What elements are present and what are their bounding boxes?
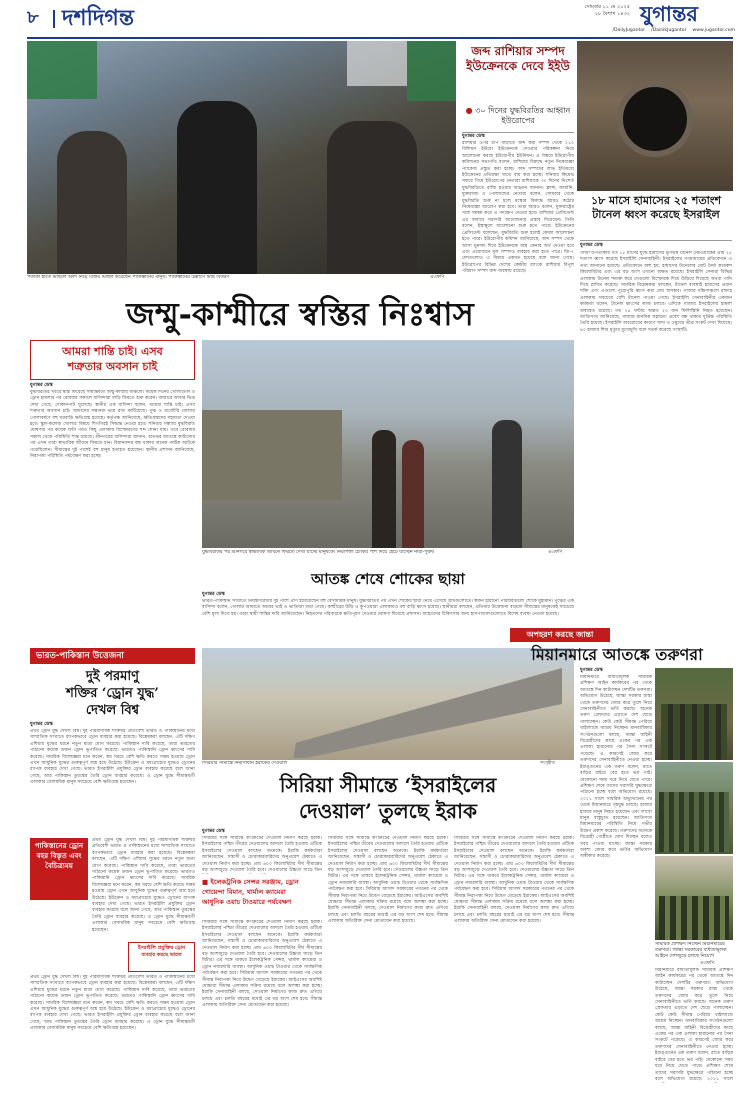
myanmar-photo-credit: এএফপি <box>700 961 715 966</box>
myanmar-photo-3 <box>655 856 733 940</box>
srinagar-photo-credit: এএফপি <box>548 550 563 555</box>
red-square-icon: ■ <box>202 878 211 886</box>
bullet-icon: ● <box>465 106 476 115</box>
walking-figure <box>372 430 396 548</box>
highlight-line-text: ইলেকট্রনিক সেন্সর সরঞ্জাম, ড্রোন <box>210 878 299 886</box>
page-header <box>0 0 751 40</box>
syria-photo-credit: সংগৃহীত <box>540 761 555 766</box>
top-photo-credit: এএফপি <box>430 275 445 280</box>
drone-callout-text: পাকিস্তানের ড্রোন বহর বিস্তৃত এবং বৈচিত্র্যময় <box>34 841 84 870</box>
kashmir-sub-body: ভারত-পাকিস্তান সংঘাতে নিয়ন্ত্রণরেখার দুই পাশে প্রাণ হারিয়েছেন বহু বেসামরিক মানুষ। যুদ্ধবিরতির পর এখন শোকের ছায়া নেমে এসেছে গ্রামগুলোতে। স্বজন হারানো পরিবারগুলো শোকে মুহ্যমান। পুঞ্চের এক বাসিন্দা বলেন, গোলার আঘাতে আমার ভাই ও ভাতিজা মারা গেছে। কাশ্মীরের উড়ি ও কুপওয়ারা এলাকায়ও বহু বাড়ি ধ্বংস হয়েছে। স্থানীয়রা বলছেন, প্রতিবার উত্তেজনা বাড়লে সীমান্তের মানুষকেই সবচেয়ে বেশি মূল্য দিতে হয়। তারা স্থায়ী শান্তির দাবি জানিয়েছেন। নিহতদের পরিবারকে ক্ষতিপূরণ দেওয়ার ঘোষণা দিয়েছে প্রশাসন। আহতদের চিকিৎসার জন্য হাসপাতালগুলোতে বিশেষ ব্যবস্থা নেওয়া হয়েছে। <box>202 599 574 617</box>
myanmar-body-bottom: মিয়ানমারে বাধ্যতামূলক সামরিক প্রশিক্ষণ আইন কার্যকরের পর থেকে আতঙ্কে দিন কাটাচ্ছেন দেশটির তরুণরা। অভিযোগ উঠেছে, জান্তা সরকার রাস্তা থেকে তরুণদের জোর করে তুলে নিয়ে সেনাবাহিনীতে ভর্তি করছে। অনেক তরুণ গ্রেফতার এড়াতে দেশ ছেড়ে পালাচ্ছেন। কেউ কেউ সীমান্ত পেরিয়ে থাইল্যান্ডে আশ্রয় নিচ্ছেন। মানবাধিকার সংগঠনগুলো বলছে, জান্তা বাহিনী বিদ্রোহীদের কাছে একের পর এক এলাকা হারানোর পর সৈন্য সংকটে পড়েছে। এ কারণেই জোর করে তরুণদের সেনাবাহিনীতে নেওয়া হচ্ছে। ইয়াঙ্গুনের এক তরুণ বলেন, রাতে বাড়ির বাইরে বের হতে ভয় পাই। যেকোনো সময় ধরে নিয়ে যেতে পারে। প্রশিক্ষণ শেষে তাদের সরাসরি যুদ্ধক্ষেত্রে পাঠানো হচ্ছে বলে অভিযোগ রয়েছে। ২০২১ সালে <box>655 968 733 1082</box>
kashmir-body: যুদ্ধবিরতির খবরে স্বস্তি ফিরেছে সীমান্তবর্তী জম্মু-কাশ্মীর অঞ্চলে। কয়েক দিনের গোলাগুলি ও ড্রোন হামলার পর রোববার সকালে বাসিন্দারা বাড়ি ফিরতে শুরু করেন। বাজারে আবার ভিড় দেখা গেছে, দোকানপাট খুলেছে। স্থানীয় এক বাসিন্দা বলেন, আমরা শান্তি চাই। এসব শত্রুতার অবসান চাই। আমাদের সন্তানরা ভয়ে রাত কাটিয়েছে। পুঞ্চ ও রাজৌরি জেলায় গোলাবর্ষণে বহু ঘরবাড়ি ক্ষতিগ্রস্ত হয়েছে। কর্তৃপক্ষ জানিয়েছে, ক্ষতিগ্রস্তদের সহায়তা দেওয়া হবে। স্কুল-কলেজ খোলার বিষয়ে শিগগিরই সিদ্ধান্ত নেওয়া হবে। শনিবার সন্ধ্যায় যুদ্ধবিরতি ঘোষণার পর কয়েক ঘণ্টা পরও কিছু এলাকায় বিস্ফোরণের শব্দ শোনা যায়। তবে রোববার সকাল থেকে পরিস্থিতি শান্ত রয়েছে। শ্রীনগরের বাসিন্দারা জানান, রাতভর আতঙ্কে কাটানোর পর এখন তারা স্বাভাবিক জীবনে ফিরতে চান। বিমানবন্দর বন্ধ থাকায় অনেক পর্যটক আটকে পড়েছিলেন। সীমান্তের দুই পাশেই বহু মানুষ হতাহত হয়েছেন। স্থানীয় প্রশাসন জানিয়েছে, নিরাপত্তা পরিস্থিতি পর্যবেক্ষণ করা হচ্ছে। <box>30 390 195 460</box>
flag-shape <box>407 41 456 101</box>
drone-headline-line: দুই পরমাণু <box>86 669 139 684</box>
rally-photo <box>27 41 456 274</box>
kicker-line: শত্রুতার অবসান চাই <box>67 360 158 373</box>
drone-body-top: প্রথম ড্রোন যুদ্ধ দেখল বিশ্ব। দুই পারমাণবিক শক্তিধর প্রতিবেশী ভারত ও পাকিস্তানের মধ্যে সাম্প্রতিক সংঘাতে ব্যাপকভাবে ড্রোন ব্যবহার করা হয়েছে। বিশ্লেষকরা বলছেন, এটি দক্ষিণ এশিয়ার যুদ্ধের ধরনে নতুন মাত্রা যোগ করেছে। পাকিস্তান দাবি করেছে, তারা ভারতের পাঠানো কয়েক ডজন ড্রোন ভূপাতিত করেছে। ভারতও পাকিস্তানি ড্রোন ধ্বংসের দাবি করেছে। সামরিক বিশেষজ্ঞরা মনে করেন, কম খরচে বেশি ক্ষতি করতে সক্ষম হওয়ায় ড্রোন এখন আধুনিক যুদ্ধের গুরুত্বপূর্ণ অস্ত্র হয়ে উঠেছে। ইউক্রেন ও মধ্যপ্রাচ্যের যুদ্ধেও ড্রোনের ব্যাপক ব্যবহার দেখা গেছে। ভারত ইসরাইলি প্রযুক্তির ড্রোন ব্যবহার করেছে বলে জানা গেছে, আর পাকিস্তান তুরস্কের তৈরি ড্রোন ব্যবহার করেছে। এ ড্রোন যুদ্ধে সীমান্তবর্তী এলাকার বেসামরিক মানুষ সবচেয়ে বেশি ক্ষতিগ্রস্ত হয়েছেন। <box>30 729 195 786</box>
highlight-line <box>202 877 322 887</box>
myanmar-photo-1 <box>655 668 733 760</box>
website-link[interactable]: www.jugantor.com <box>692 28 735 33</box>
srinagar-photo-caption: যুদ্ধবিরতির পর শ্রীনগরে স্বাভাবিক জীবনে ফিরতে দেখা যাচ্ছে মানুষকে। নিরাপত্তা চৌকির পাশ দিয়ে হেঁটে যাচ্ছেন নারী-পুরুষ <box>202 550 434 555</box>
drone-byline: যুগান্তর ডেস্ক <box>30 722 53 727</box>
kashmir-sub-byline: যুগান্তর ডেস্ক <box>202 592 225 597</box>
wall-shape <box>242 668 562 758</box>
drone-body-bottom: প্রথম ড্রোন যুদ্ধ দেখল বিশ্ব। দুই পারমাণবিক শক্তিধর প্রতিবেশী ভারত ও পাকিস্তানের মধ্যে সাম্প্রতিক সংঘাতে ব্যাপকভাবে ড্রোন ব্যবহার করা হয়েছে। বিশ্লেষকরা বলছেন, এটি দক্ষিণ এশিয়ার যুদ্ধের ধরনে নতুন মাত্রা যোগ করেছে। পাকিস্তান দাবি করেছে, তারা ভারতের পাঠানো কয়েক ডজন ড্রোন ভূপাতিত করেছে। ভারতও পাকিস্তানি ড্রোন ধ্বংসের দাবি করেছে। সামরিক বিশেষজ্ঞরা মনে করেন, কম খরচে বেশি ক্ষতি করতে সক্ষম হওয়ায় ড্রোন এখন আধুনিক যুদ্ধের গুরুত্বপূর্ণ অস্ত্র হয়ে উঠেছে। ইউক্রেন ও মধ্যপ্রাচ্যের যুদ্ধেও ড্রোনের ব্যাপক ব্যবহার দেখা গেছে। ভারত ইসরাইলি প্রযুক্তির ড্রোন ব্যবহার করেছে বলে জানা গেছে, আর পাকিস্তান তুরস্কের তৈরি ড্রোন ব্যবহার করেছে। এ ড্রোন যুদ্ধে সীমান্তবর্তী এলাকার বেসামরিক মানুষ সবচেয়ে বেশি ক্ষতিগ্রস্ত হয়েছেন। <box>30 975 195 1032</box>
drone-headline-line: শক্তির ‘ড্রোন যুদ্ধ’ <box>66 686 159 701</box>
kashmir-kicker <box>30 340 195 380</box>
page-number: ৮ <box>27 7 39 28</box>
date-line: সোমবার ১১ মে ২০২৫ <box>584 4 630 10</box>
syria-highlight <box>202 877 322 917</box>
syria-byline: যুগান্তর ডেস্ক <box>202 829 225 834</box>
twitter-handle[interactable]: /DainikJugantor <box>651 28 687 33</box>
syria-headline <box>202 772 574 824</box>
drone-tag-text: ভারত-পাকিস্তান উত্তেজনা <box>36 651 124 661</box>
social-row <box>555 28 735 34</box>
drone-body-side: প্রথম ড্রোন যুদ্ধ দেখল বিশ্ব। দুই পারমাণবিক শক্তিধর প্রতিবেশী ভারত ও পাকিস্তানের মধ্যে সাম্প্রতিক সংঘাতে ব্যাপকভাবে ড্রোন ব্যবহার করা হয়েছে। বিশ্লেষকরা বলছেন, এটি দক্ষিণ এশিয়ার যুদ্ধের ধরনে নতুন মাত্রা যোগ করেছে। পাকিস্তান দাবি করেছে, তারা ভারতের পাঠানো কয়েক ডজন ড্রোন ভূপাতিত করেছে। ভারতও পাকিস্তানি ড্রোন ধ্বংসের দাবি করেছে। সামরিক বিশেষজ্ঞরা মনে করেন, কম খরচে বেশি ক্ষতি করতে সক্ষম হওয়ায় ড্রোন এখন আধুনিক যুদ্ধের গুরুত্বপূর্ণ অস্ত্র হয়ে উঠেছে। ইউক্রেন ও মধ্যপ্রাচ্যের যুদ্ধেও ড্রোনের ব্যাপক ব্যবহার দেখা গেছে। ভারত ইসরাইলি প্রযুক্তির ড্রোন ব্যবহার করেছে বলে জানা গেছে, আর পাকিস্তান তুরস্কের তৈরি ড্রোন ব্যবহার করেছে। এ ড্রোন যুদ্ধে সীমান্তবর্তী এলাকার বেসামরিক মানুষ সবচেয়ে বেশি ক্ষতিগ্রস্ত হয়েছেন। <box>92 838 195 933</box>
facebook-handle[interactable]: /DailyJugantor <box>612 28 646 33</box>
header-rule <box>27 37 733 39</box>
header-right <box>560 4 630 18</box>
drone-subbox <box>128 942 195 972</box>
myanmar-photo-2 <box>655 762 733 854</box>
bunker-shape <box>202 410 342 500</box>
russia-body: রাশিয়ার ওপর চাপ বাড়াতে জব্দ করা সম্পদ থেকে ২১০ বিলিয়ন ইউরো ইউক্রেনকে দেওয়ার পরিকল্পনা নিয়ে আলোচনা করছে ইউরোপীয় ইউনিয়ন। এ বিষয়ে ইউরোপীয় কমিশনের সভাপতি বলেন, রাশিয়ার বিরুদ্ধে নতুন নিষেধাজ্ঞা প্যাকেজ প্রস্তুত করা হচ্ছে। জব্দ সম্পদের লাভ ইতিমধ্যে ইউক্রেনের প্রতিরক্ষা খাতে ব্যয় করা হচ্ছে। শনিবার কিয়েভ সফরে গিয়ে ইউরোপের নেতারা রাশিয়াকে ৩০ দিনের নিঃশর্ত যুদ্ধবিরতিতে রাজি হওয়ার আহ্বান জানান। ফ্রান্স, জার্মানি, যুক্তরাজ্য ও পোল্যান্ডের নেতারা বলেন, সোমবার থেকে যুদ্ধবিরতি শুরু না হলে মস্কোর বিরুদ্ধে আরও কঠোর নিষেধাজ্ঞা আরোপ করা হবে। তারা আরও বলেন, যুক্তরাষ্ট্রের সঙ্গে সমন্বয় করে এ পদক্ষেপ নেওয়া হবে। রাশিয়ার প্রেসিডেন্ট এর জবাবে সরাসরি আলোচনার প্রস্তাব দিয়েছেন। তিনি বলেন, ইস্তাম্বুলে আলোচনা শুরু হতে পারে। ইউক্রেনের প্রেসিডেন্ট বলেছেন, যুদ্ধবিরতি শুরু হলেই কেবল আলোচনা হতে পারে। ইউরোপীয় কমিশন জানিয়েছে, জব্দ সম্পদ থেকে আসা মুনাফা দিয়ে ইউক্রেনকে অস্ত্র কেনার অর্থ দেওয়া হবে এবং প্রয়োজনে মূল সম্পদও ব্যবহার করা হতে পারে। জি-৭ দেশগুলোও এ বিষয়ে একমত হয়েছে বলে জানা গেছে। ইউরোপের বিভিন্ন দেশের কেন্দ্রীয় ব্যাংকে রাশিয়ার বিপুল পরিমাণ সম্পদ জব্দ অবস্থায় রয়েছে। <box>462 141 574 275</box>
date-line-bangla: ২৮ বৈশাখ ১৪৩২ <box>594 11 630 17</box>
tunnel-photo <box>577 41 733 191</box>
myanmar-kicker <box>510 628 610 642</box>
walking-figure <box>402 440 424 548</box>
tunnel-rule <box>580 240 732 241</box>
soldier-group <box>659 792 729 852</box>
walking-figure <box>492 420 522 548</box>
crowd-figure <box>327 121 417 274</box>
kashmir-byline: যুগান্তর ডেস্ক <box>30 383 53 388</box>
russia-headline: জব্দ রাশিয়ার সম্পদ ইউক্রেনকে দেবে ইইউ <box>466 44 570 73</box>
crowd-figure <box>57 131 127 274</box>
top-photo-caption: পতাকা হাতে মিছিলে অংশ নিয়ে বিজয় মিছিল করেছেন পাকিস্তানের মানুষ। পাকিস্তানের উল্লাসে মিষ্টি বিতরণ <box>27 275 230 280</box>
russia-subhead-text: ৩০ দিনের যুদ্ধবিরতির আহ্বান ইউরোপের <box>475 106 571 125</box>
myanmar-headline: মিয়ানমারে আতঙ্কে তরুণরা <box>531 645 703 664</box>
syria-photo-caption: সিরিয়ার সীমান্তে নির্মাণাধীন ইরাকের দেওয়াল <box>202 761 288 766</box>
myanmar-photo-caption: সামরিক প্রশিক্ষণ নিচ্ছেন মিয়ানমারের তরুণরা। জান্তা সরকারের বাধ্যতামূলক আইনে দেশজুড়ে চলছে নিয়োগ <box>655 942 727 959</box>
crowd-figure <box>177 101 257 274</box>
syria-body-col1b: সিরিয়ার সঙ্গে সীমান্তে কংক্রিটের দেওয়াল নির্মাণ করছে ইরাক। ইসরাইলের পশ্চিম তীরের দেওয়ালের আদলে তৈরি হওয়ায় এটিকে ইসরাইলের দেওয়াল বলছেন অনেকে। ইরাকি কর্মকর্তারা জানিয়েছেন, সন্ত্রাসী ও চোরাকারবারিদের অনুপ্রবেশ ঠেকাতে এ দেওয়াল নির্মাণ করা হচ্ছে। প্রায় ৬০০ কিলোমিটার দীর্ঘ সীমান্তের বড় অংশজুড়ে দেওয়াল তৈরি হবে। দেওয়ালের উচ্চতা সাড়ে তিন মিটার। এর সঙ্গে থাকবে ইলেকট্রনিক সেন্সর, থার্মাল ক্যামেরা ও ড্রোন নজরদারি ব্যবস্থা। আধুনিক ওয়াচ টাওয়ার থেকে সার্বক্ষণিক পর্যবেক্ষণ করা হবে। সিরিয়ায় আসাদ সরকারের পতনের পর থেকে সীমান্ত নিরাপত্তা নিয়ে উদ্বেগ বেড়েছে ইরাকের। আইএসের অবশিষ্ট যোদ্ধারা সীমান্ত এলাকায় সক্রিয় রয়েছে বলে আশঙ্কা করা হচ্ছে। ইরাকি সেনাবাহিনী বলছে, দেওয়াল নির্মাণের কাজ দ্রুত এগিয়ে চলছে এবং চলতি বছরের মধ্যেই এর বড় অংশ শেষ হবে। সীমান্ত এলাকায় অতিরিক্ত সেনা মোতায়েন করা হয়েছে। <box>202 920 322 1009</box>
flag-shape <box>27 41 97 99</box>
syria-headline-line: দেওয়াল’ তুলছে ইরাক <box>299 799 477 823</box>
kicker-line: আমরা শান্তি চাই। এসব <box>62 345 163 358</box>
soldier-group <box>659 896 729 940</box>
tunnel-opening <box>617 81 693 157</box>
drone-subbox-text: ইসরাইলি প্রযুক্তির ড্রোন ব্যবহার করছে ভারত <box>137 945 186 958</box>
tunnel-headline: ১৮ মাসে হামাসের ২৫ শতাংশ টানেল ধ্বংস করেছে ইসরাইল <box>590 194 722 221</box>
srinagar-photo <box>202 340 574 548</box>
russia-subhead <box>462 106 574 126</box>
flag-shape <box>347 41 407 86</box>
tunnel-byline: যুগান্তর ডেস্ক <box>580 243 603 248</box>
highlight-line: আধুনিক ওয়াচ টাওয়ারে পর্যবেক্ষণ <box>202 898 292 906</box>
soldier-group <box>661 704 727 760</box>
syria-headline-line: সিরিয়া সীমান্তে ‘ইসরাইলের <box>279 773 497 797</box>
syria-body-col1: সিরিয়ার সঙ্গে সীমান্তে কংক্রিটের দেওয়াল নির্মাণ করছে ইরাক। ইসরাইলের পশ্চিম তীরের দেওয়ালের আদলে তৈরি হওয়ায় এটিকে ইসরাইলের দেওয়াল বলছেন অনেকে। ইরাকি কর্মকর্তারা জানিয়েছেন, সন্ত্রাসী ও চোরাকারবারিদের অনুপ্রবেশ ঠেকাতে এ দেওয়াল নির্মাণ করা হচ্ছে। প্রায় ৬০০ কিলোমিটার দীর্ঘ সীমান্তের বড় অংশজুড়ে দেওয়াল তৈরি হবে। দেওয়ালের উচ্চতা সাড়ে তিন <box>202 836 322 874</box>
syria-body-col3: সিরিয়ার সঙ্গে সীমান্তে কংক্রিটের দেওয়াল নির্মাণ করছে ইরাক। ইসরাইলের পশ্চিম তীরের দেওয়ালের আদলে তৈরি হওয়ায় এটিকে ইসরাইলের দেওয়াল বলছেন অনেকে। ইরাকি কর্মকর্তারা জানিয়েছেন, সন্ত্রাসী ও চোরাকারবারিদের অনুপ্রবেশ ঠেকাতে এ দেওয়াল নির্মাণ করা হচ্ছে। প্রায় ৬০০ কিলোমিটার দীর্ঘ সীমান্তের বড় অংশজুড়ে দেওয়াল তৈরি হবে। দেওয়ালের উচ্চতা সাড়ে তিন মিটার। এর সঙ্গে থাকবে ইলেকট্রনিক সেন্সর, থার্মাল ক্যামেরা ও ড্রোন নজরদারি ব্যবস্থা। আধুনিক ওয়াচ টাওয়ার থেকে সার্বক্ষণিক পর্যবেক্ষণ করা হবে। সিরিয়ায় আসাদ সরকারের পতনের পর থেকে সীমান্ত নিরাপত্তা নিয়ে উদ্বেগ বেড়েছে ইরাকের। আইএসের অবশিষ্ট যোদ্ধারা সীমান্ত এলাকায় সক্রিয় রয়েছে বলে আশঙ্কা করা হচ্ছে। ইরাকি সেনাবাহিনী বলছে, দেওয়াল নির্মাণের কাজ দ্রুত এগিয়ে চলছে এবং চলতি বছরের মধ্যেই এর বড় অংশ শেষ হবে। সীমান্ত এলাকায় অতিরিক্ত সেনা মোতায়েন করা হয়েছে। <box>454 836 574 925</box>
russia-byline: যুগান্তর ডেস্ক <box>462 134 485 139</box>
masthead-logo: যুগান্তর <box>640 1 698 26</box>
myanmar-body: মিয়ানমারে বাধ্যতামূলক সামরিক প্রশিক্ষণ আইন কার্যকরের পর থেকে আতঙ্কে দিন কাটাচ্ছেন দেশটির তরুণরা। অভিযোগ উঠেছে, জান্তা সরকার রাস্তা থেকে তরুণদের জোর করে তুলে নিয়ে সেনাবাহিনীতে ভর্তি করছে। অনেক তরুণ গ্রেফতার এড়াতে দেশ ছেড়ে পালাচ্ছেন। কেউ কেউ সীমান্ত পেরিয়ে থাইল্যান্ডে আশ্রয় নিচ্ছেন। মানবাধিকার সংগঠনগুলো বলছে, জান্তা বাহিনী বিদ্রোহীদের কাছে একের পর এক এলাকা হারানোর পর সৈন্য সংকটে পড়েছে। এ কারণেই জোর করে তরুণদের সেনাবাহিনীতে নেওয়া হচ্ছে। ইয়াঙ্গুনের এক তরুণ বলেন, রাতে বাড়ির বাইরে বের হতে ভয় পাই। যেকোনো সময় ধরে নিয়ে যেতে পারে। প্রশিক্ষণ শেষে তাদের সরাসরি যুদ্ধক্ষেত্রে পাঠানো হচ্ছে বলে অভিযোগ রয়েছে। ২০২১ সালে সামরিক অভ্যুত্থানের পর থেকে মিয়ানমারে গৃহযুদ্ধ চলছে। হাজার হাজার মানুষ নিহত হয়েছেন এবং লাখো মানুষ বাস্তুচ্যুত হয়েছেন। জাতিসংঘ মিয়ানমারের পরিস্থিতি নিয়ে গভীর উদ্বেগ প্রকাশ করেছে। তরুণদের অনেকে বিদ্রোহী গোষ্ঠীতে যোগ দিচ্ছেন বলেও খবর পাওয়া যাচ্ছে। জান্তা সরকার অবশ্য জোর করে ভর্তির অভিযোগ অস্বীকার করেছে। <box>580 675 652 860</box>
highlight-line: গোয়েন্দা বিমান, থার্মাল ক্যামেরা <box>202 888 286 896</box>
kashmir-sub-headline: আতঙ্ক শেষে শোকের ছায়া <box>311 570 465 588</box>
section-title: দশদিগন্ত <box>62 5 135 31</box>
header-divider <box>53 10 55 28</box>
syria-body-col2: সিরিয়ার সঙ্গে সীমান্তে কংক্রিটের দেওয়াল নির্মাণ করছে ইরাক। ইসরাইলের পশ্চিম তীরের দেওয়ালের আদলে তৈরি হওয়ায় এটিকে ইসরাইলের দেওয়াল বলছেন অনেকে। ইরাকি কর্মকর্তারা জানিয়েছেন, সন্ত্রাসী ও চোরাকারবারিদের অনুপ্রবেশ ঠেকাতে এ দেওয়াল নির্মাণ করা হচ্ছে। প্রায় ৬০০ কিলোমিটার দীর্ঘ সীমান্তের বড় অংশজুড়ে দেওয়াল তৈরি হবে। দেওয়ালের উচ্চতা সাড়ে তিন মিটার। এর সঙ্গে থাকবে ইলেকট্রনিক সেন্সর, থার্মাল ক্যামেরা ও ড্রোন নজরদারি ব্যবস্থা। আধুনিক ওয়াচ টাওয়ার থেকে সার্বক্ষণিক পর্যবেক্ষণ করা হবে। সিরিয়ায় আসাদ সরকারের পতনের পর থেকে সীমান্ত নিরাপত্তা নিয়ে উদ্বেগ বেড়েছে ইরাকের। আইএসের অবশিষ্ট যোদ্ধারা সীমান্ত এলাকায় সক্রিয় রয়েছে বলে আশঙ্কা করা হচ্ছে। ইরাকি সেনাবাহিনী বলছে, দেওয়াল নির্মাণের কাজ দ্রুত এগিয়ে চলছে এবং চলতি বছরের মধ্যেই এর বড় অংশ শেষ হবে। সীমান্ত এলাকায় অতিরিক্ত সেনা মোতায়েন করা হয়েছে। <box>328 836 448 925</box>
drone-headline-line: দেখল বিশ্ব <box>85 703 140 718</box>
drone-tag <box>30 648 195 664</box>
drone-callout-box <box>30 838 88 900</box>
drone-headline <box>30 668 195 719</box>
russia-rule <box>462 132 574 133</box>
tunnel-body: গাজা উপত্যকায় গত ১৮ মাসের যুদ্ধে হামাসের ভূগর্ভস্থ টানেল নেটওয়ার্কের প্রায় ২৫ শতাংশ ধ্বংস করেছে ইসরাইলি সেনাবাহিনী। ইসরাইলের গণমাধ্যমের প্রতিবেদনে এ তথ্য জানানো হয়েছে। প্রতিবেদনে বলা হয়, হামাসের টানেলের মোট দৈর্ঘ্য কয়েকশ কিলোমিটার এবং এর বড় অংশ এখনো অক্ষত রয়েছে। ইসরাইলি সেনারা বিভিন্ন এলাকায় টানেল শনাক্ত করে সেগুলো বিস্ফোরক দিয়ে উড়িয়ে দিয়েছে অথবা পানি দিয়ে প্লাবিত করেছে। সামরিক বিশ্লেষকরা বলছেন, টানেল ব্যবস্থাই হামাসের প্রধান শক্তি এবং এগুলো পুরোপুরি ধ্বংস করা প্রায় অসম্ভব। গাজার দক্ষিণাঞ্চলে রাফাহ এলাকায় সবচেয়ে বেশি টানেল পাওয়া গেছে। ইসরাইলি সেনাবাহিনীর একজন কর্মকর্তা বলেন, টানেল ধ্বংসের কাজ চলবে। এদিকে গাজায় ইসরাইলের হামলা অব্যাহত রয়েছে। গত ২৪ ঘণ্টায় অন্তত ২০ জন ফিলিস্তিনি নিহত হয়েছেন। জাতিসংঘ জানিয়েছে, গাজায় মানবিক সহায়তা প্রবেশ বন্ধ থাকায় দুর্ভিক্ষ পরিস্থিতি তৈরি হয়েছে। ইসরাইলি অবরোধের কারণে খাদ্য ও ওষুধের তীব্র সংকট দেখা দিয়েছে। ৯০ হাজার শিশু মৃত্যুর মুখোমুখি বলে সতর্ক করেছে সংস্থাটি। <box>580 251 732 333</box>
myanmar-kicker-text: অপহরণ করছে জান্তা <box>526 630 594 639</box>
kashmir-main-headline: জম্মু-কাশ্মীরে স্বস্তির নিঃশ্বাস <box>126 295 474 333</box>
myanmar-byline: যুগান্তর ডেস্ক <box>580 668 603 673</box>
